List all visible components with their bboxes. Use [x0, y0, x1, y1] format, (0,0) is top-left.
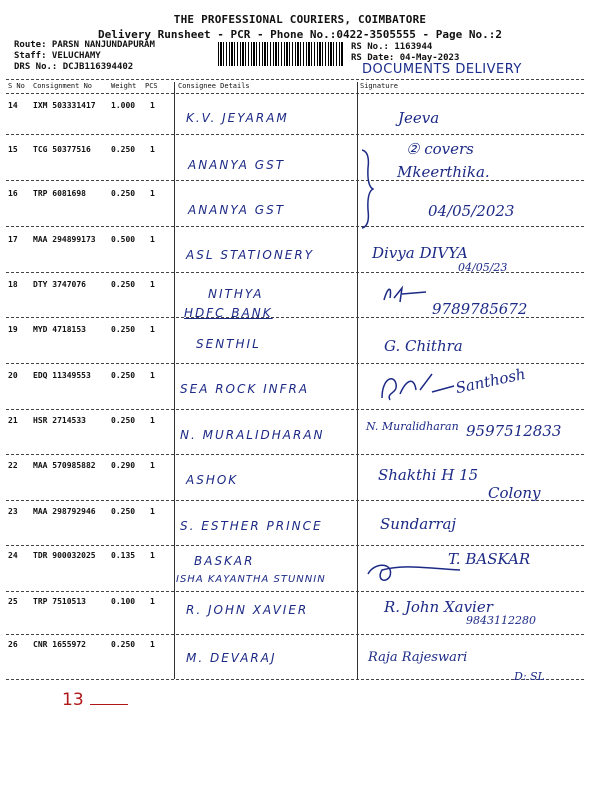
- row-weight: 0.250: [111, 507, 136, 516]
- signature-column-line: [357, 82, 358, 679]
- count-underline: [90, 704, 128, 705]
- row-divider: [6, 634, 584, 635]
- row-consignee: NITHYA: [208, 287, 264, 301]
- row-consignee: R. JOHN XAVIER: [186, 603, 309, 617]
- row-sno: 15: [8, 145, 18, 154]
- rs-date: RS Date: 04-May-2023: [351, 53, 460, 63]
- row-weight: 0.250: [111, 371, 136, 380]
- row-sno: 23: [8, 507, 18, 516]
- row-consignee: M. DEVARAJ: [186, 651, 277, 665]
- signature-scribble: [364, 560, 464, 586]
- row-signature: Colony: [488, 484, 541, 502]
- row-consignment-no: TRP 7510513: [33, 597, 86, 606]
- row-divider: [6, 363, 584, 364]
- row-signature: T. BASKAR: [448, 550, 531, 568]
- row-sno: 24: [8, 551, 18, 560]
- row-sno: 22: [8, 461, 18, 470]
- row-pcs: 1: [150, 325, 155, 334]
- row-divider: [6, 226, 584, 227]
- row-weight: 1.000: [111, 101, 136, 110]
- row-consignment-no: HSR 2714533: [33, 416, 86, 425]
- row-weight: 0.250: [111, 640, 136, 649]
- col-header-consignee: Consignee Details: [178, 82, 250, 90]
- row-weight: 0.250: [111, 189, 136, 198]
- row-pcs: 1: [150, 145, 155, 154]
- row-sno: 21: [8, 416, 18, 425]
- row-pcs: 1: [150, 189, 155, 198]
- row-signature: G. Chithra: [384, 337, 463, 355]
- row-consignee: HDFC BANK: [184, 306, 273, 320]
- row-signature: N. Muralidharan: [366, 420, 459, 433]
- row-signature: Jeeva: [398, 109, 440, 127]
- company-title: THE PROFESSIONAL COURIERS, COIMBATORE: [173, 13, 427, 26]
- row-signature: Shakthi H 15: [378, 466, 479, 484]
- row-divider: [6, 134, 584, 135]
- row-sno: 14: [8, 101, 18, 110]
- row-consignee: N. MURALIDHARAN: [180, 428, 325, 442]
- row-signature: Sundarraj: [380, 515, 457, 533]
- row-consignment-no: MYD 4718153: [33, 325, 86, 334]
- row-signature: 04/05/23: [458, 261, 508, 274]
- col-header-consignment: Consignment No: [33, 82, 93, 90]
- row-weight: 0.250: [111, 145, 136, 154]
- row-sno: 17: [8, 235, 18, 244]
- row-consignee: K.V. JEYARAM: [186, 111, 289, 125]
- row-divider: [6, 679, 584, 680]
- row-consignment-no: DTY 3747076: [33, 280, 86, 289]
- row-signature: D: SL: [514, 670, 545, 683]
- route-label: Route: PARSN NANJUNDAPURAM: [14, 40, 155, 50]
- row-sno: 26: [8, 640, 18, 649]
- row-pcs: 1: [150, 507, 155, 516]
- signature-scribble: [376, 370, 458, 404]
- row-pcs: 1: [150, 280, 155, 289]
- row-divider: [6, 454, 584, 455]
- row-pcs: 1: [150, 101, 155, 110]
- row-consignee: BASKAR: [194, 554, 255, 568]
- row-consignee: ASHOK: [186, 473, 239, 487]
- row-pcs: 1: [150, 416, 155, 425]
- row-weight: 0.250: [111, 280, 136, 289]
- row-consignee: ISHA KAYANTHA STUNNIN: [176, 574, 326, 585]
- col-header-pcs: PCS: [145, 82, 158, 90]
- row-signature: Raja Rajeswari: [368, 650, 468, 665]
- row-consignee: SEA ROCK INFRA: [180, 382, 310, 396]
- documents-delivery-stamp: DOCUMENTS DELIVERY: [362, 62, 522, 77]
- row-weight: 0.290: [111, 461, 136, 470]
- row-signature: 9843112280: [466, 614, 536, 627]
- row-sno: 18: [8, 280, 18, 289]
- row-pcs: 1: [150, 371, 155, 380]
- row-consignment-no: EDQ 11349553: [33, 371, 91, 380]
- row-weight: 0.500: [111, 235, 136, 244]
- row-pcs: 1: [150, 235, 155, 244]
- handwritten-count: 13: [62, 690, 84, 710]
- row-consignment-no: MAA 294899173: [33, 235, 96, 244]
- brace-mark: [360, 148, 374, 230]
- row-consignment-no: CNR 1655972: [33, 640, 86, 649]
- runsheet-subtitle: Delivery Runsheet - PCR - Phone No.:0422-3505555 - Page No.:2: [98, 28, 502, 41]
- col-header-sno: S No: [8, 82, 25, 90]
- row-weight: 0.250: [111, 416, 136, 425]
- barcode-image: [218, 42, 344, 66]
- row-consignee: ANANYA GST: [188, 158, 286, 172]
- row-signature: Santhosh: [453, 364, 528, 398]
- row-pcs: 1: [150, 551, 155, 560]
- header-top-divider: [6, 79, 584, 80]
- row-divider: [6, 409, 584, 410]
- row-divider: [6, 545, 584, 546]
- row-signature: R. John Xavier: [384, 598, 493, 616]
- row-weight: 0.135: [111, 551, 136, 560]
- row-consignee: S. ESTHER PRINCE: [180, 519, 323, 533]
- row-signature: Divya DIVYA: [372, 244, 468, 262]
- row-signature: 9597512833: [466, 422, 562, 440]
- row-consignee: SENTHIL: [196, 337, 261, 351]
- row-signature: 9789785672: [432, 300, 528, 318]
- row-divider: [6, 591, 584, 592]
- row-consignment-no: MAA 570985882: [33, 461, 96, 470]
- drs-number: DRS No.: DCJB116394402: [14, 62, 134, 72]
- signature-scribble: [380, 282, 430, 308]
- staff-label: Staff: VELUCHAMY: [14, 51, 101, 61]
- row-pcs: 1: [150, 461, 155, 470]
- row-signature: 04/05/2023: [428, 202, 515, 220]
- row-weight: 0.250: [111, 325, 136, 334]
- rs-number: RS No.: 1163944: [351, 42, 433, 52]
- row-consignment-no: TRP 6081698: [33, 189, 86, 198]
- row-divider: [6, 180, 584, 181]
- row-weight: 0.100: [111, 597, 136, 606]
- row-consignment-no: TDR 900032025: [33, 551, 96, 560]
- consignee-column-line: [174, 82, 175, 679]
- row-pcs: 1: [150, 640, 155, 649]
- row-consignee: ANANYA GST: [188, 203, 286, 217]
- row-consignee: ASL STATIONERY: [186, 248, 315, 262]
- row-consignment-no: MAA 298792946: [33, 507, 96, 516]
- row-sno: 16: [8, 189, 18, 198]
- row-sno: 20: [8, 371, 18, 380]
- header-bottom-divider: [6, 93, 584, 94]
- row-sno: 25: [8, 597, 18, 606]
- col-header-weight: Weight: [111, 82, 137, 90]
- row-sno: 19: [8, 325, 18, 334]
- row-pcs: 1: [150, 597, 155, 606]
- col-header-signature: Signature: [360, 82, 398, 90]
- row-consignment-no: IXM 503331417: [33, 101, 96, 110]
- row-signature: Mkeerthika.: [397, 163, 490, 181]
- row-consignment-no: TCG 50377516: [33, 145, 91, 154]
- row-signature: ② covers: [406, 140, 474, 158]
